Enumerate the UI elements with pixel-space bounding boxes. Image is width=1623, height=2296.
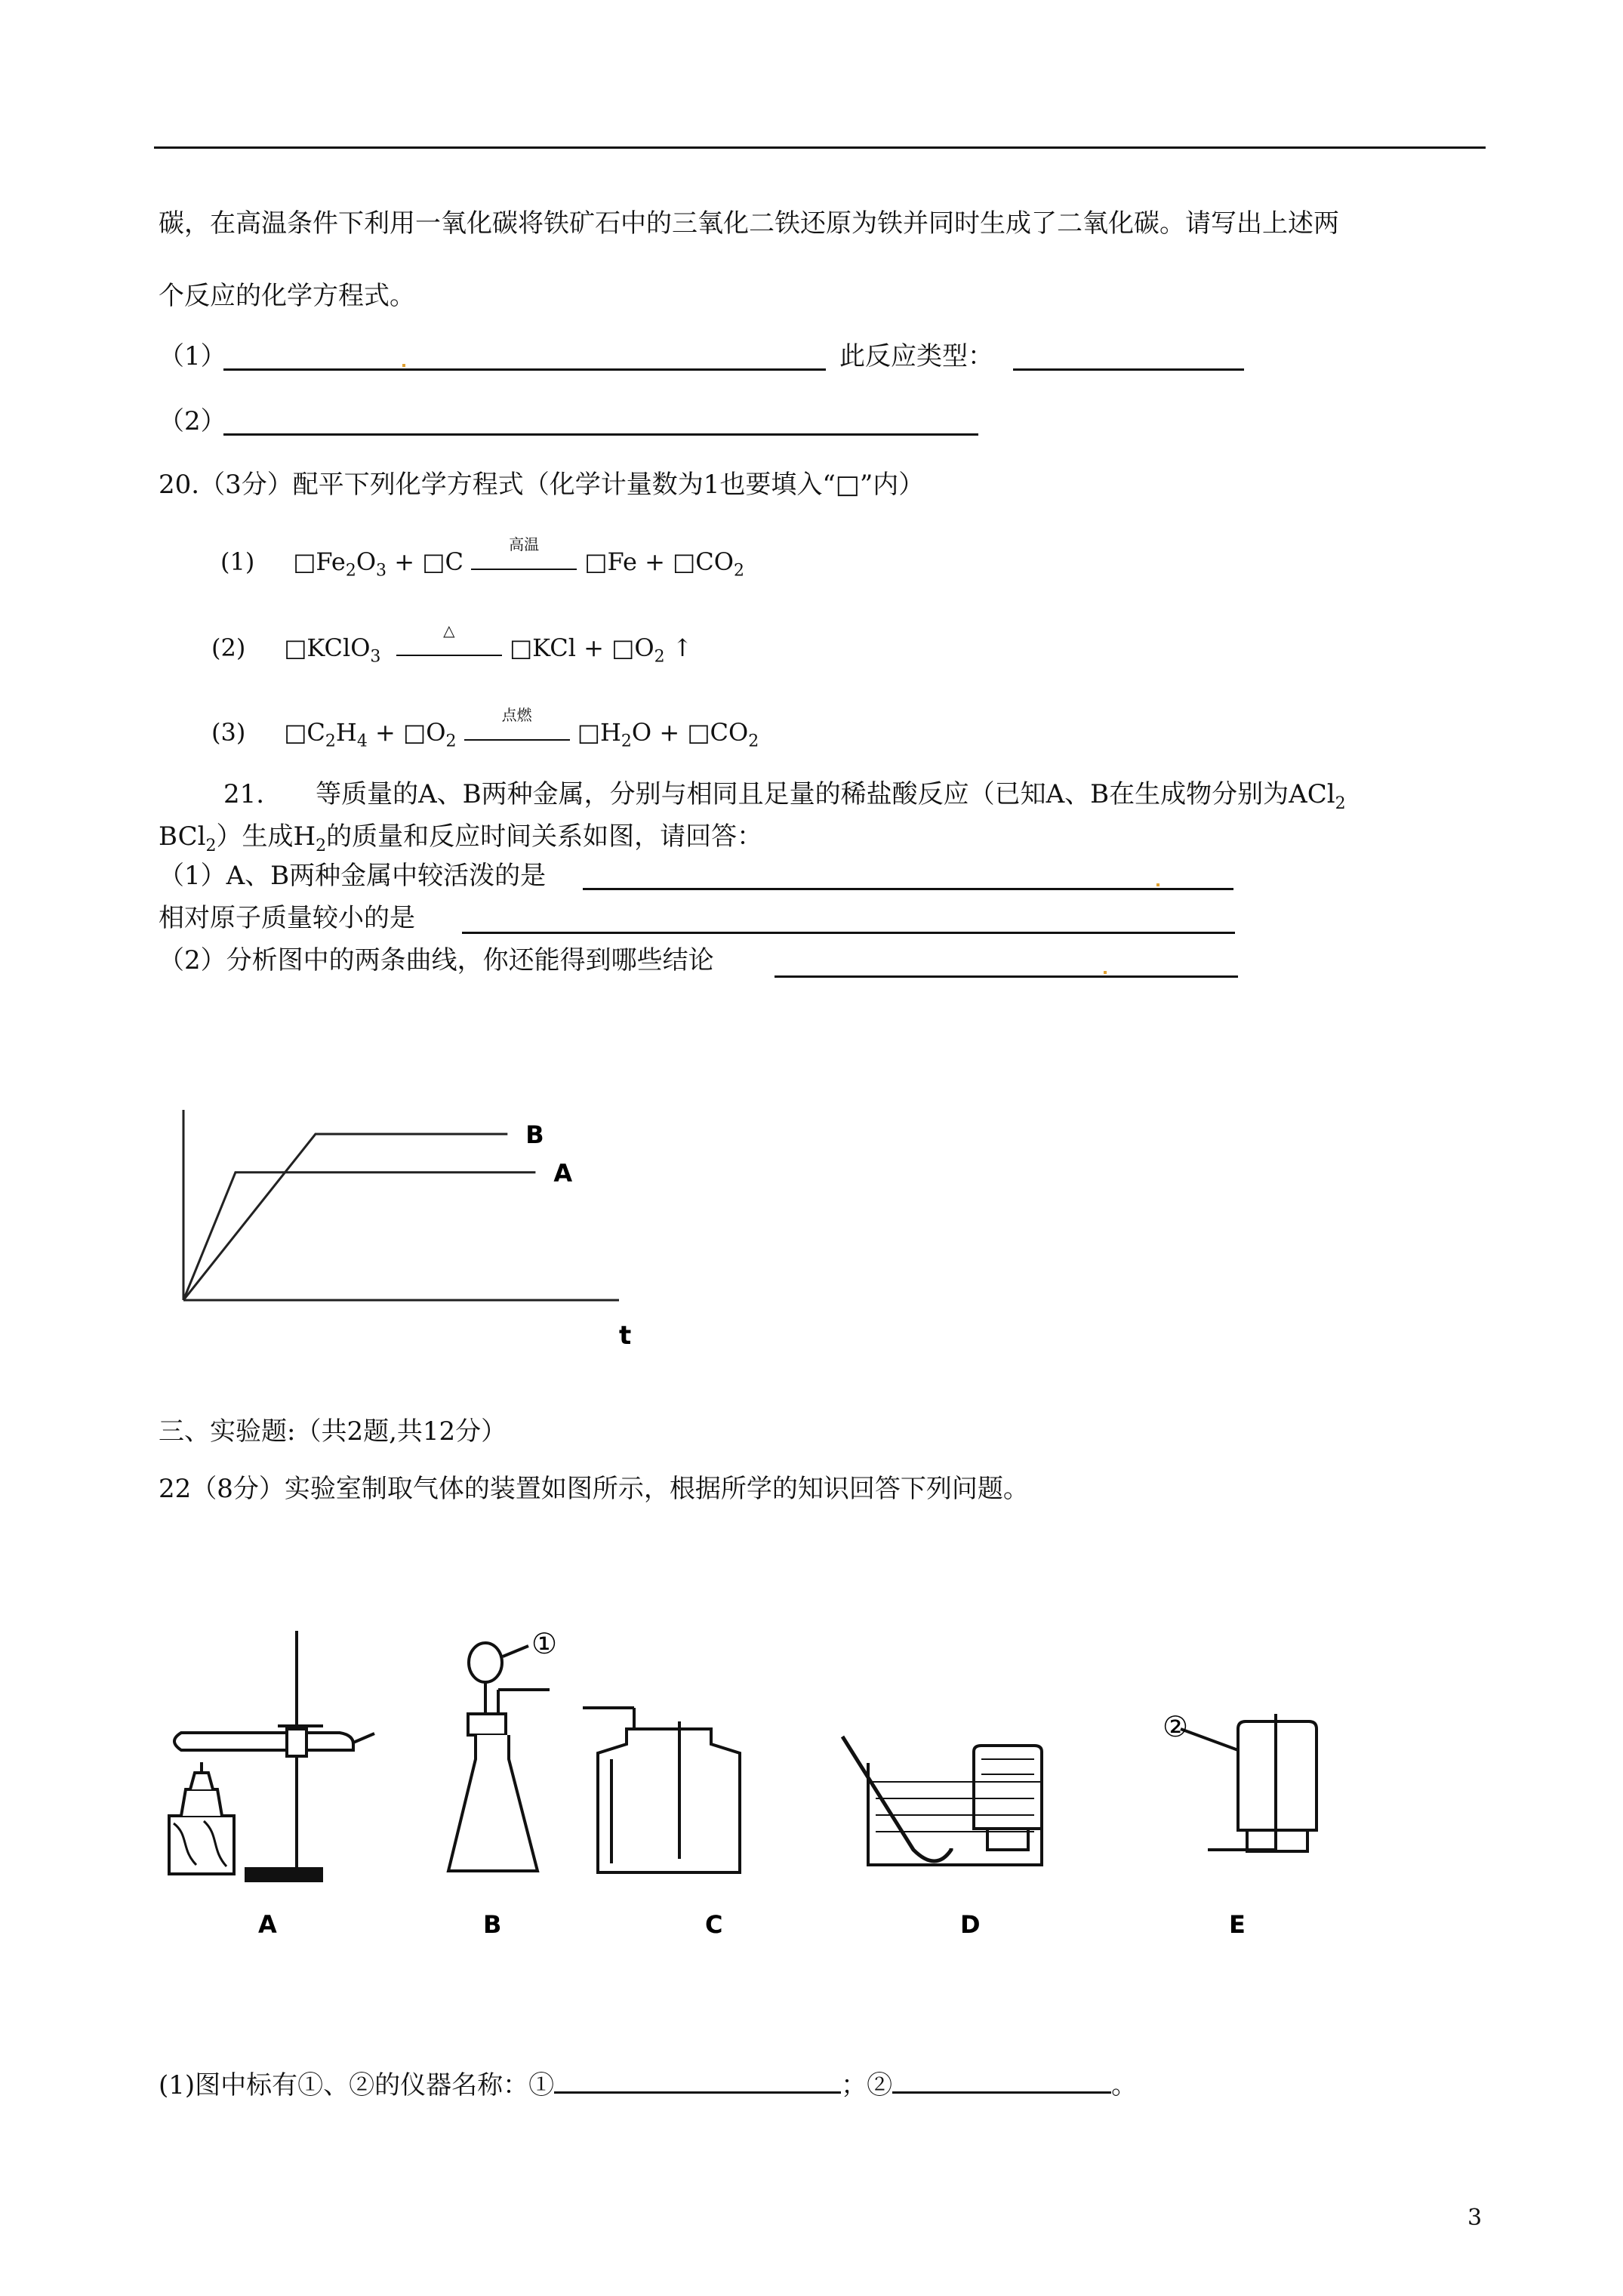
equation-3: (3) $□C_2H_4$ + $□O_2$ 点燃 $□H_2O$ + $□CO_2$: [211, 706, 759, 751]
q19-text-line1: 碳，在高温条件下利用一氧化碳将铁矿石中的三氧化二铁还原为铁并同时生成了二氧化碳。请写出上述两: [159, 208, 1339, 239]
q22-1-blank-1[interactable]: [554, 2069, 841, 2094]
q19-answer-2-label: （2）: [159, 406, 226, 436]
series-line-b: [183, 1134, 507, 1300]
stray-mark: [1104, 971, 1107, 974]
q19-answer-1-label: （1）: [159, 341, 226, 371]
stray-mark: [402, 364, 405, 367]
q21-line1: 21. 等质量的A、B两种金属，分别与相同且足量的稀盐酸反应（已知A、B在生成物分别为ACl$_2$: [223, 779, 1346, 813]
q19-answer-1-blank[interactable]: [223, 368, 826, 371]
equation-2: (2) □KClO$_3$ △ □KCl + $□O_2$ ↑: [211, 621, 693, 667]
series-line-a: [183, 1173, 535, 1300]
equation-1: (1) $□Fe_2O_3$ + □C 高温 □Fe + $□CO_2$: [220, 535, 744, 581]
page-number: 3: [1467, 2205, 1483, 2231]
apparatus-e: [1181, 1714, 1317, 1851]
q21-2-text: （2）分析图中的两条曲线，你还能得到哪些结论: [159, 945, 714, 975]
q21-1b-blank[interactable]: [462, 932, 1235, 934]
stray-mark: [1156, 883, 1160, 886]
q21-2-blank[interactable]: [775, 975, 1238, 978]
q20-title: 20.（3分）配平下列化学方程式（化学计量数为1也要填入“□”内）: [159, 470, 925, 500]
q21-1-blank[interactable]: [583, 888, 1233, 890]
apparatus-c: [583, 1708, 740, 1872]
apparatus-figure: [151, 1623, 1329, 1955]
q19-reaction-type-label: 此反应类型：: [839, 341, 993, 371]
apparatus-d: [842, 1737, 1042, 1865]
apparatus-label-b: B: [483, 1910, 502, 1939]
q19-text-line2: 个反应的化学方程式。: [159, 281, 415, 311]
q19-reaction-type-blank[interactable]: [1013, 368, 1244, 371]
hydrogen-mass-time-chart: [151, 1087, 664, 1367]
apparatus-label-a: A: [258, 1910, 277, 1939]
apparatus-label-e: E: [1229, 1910, 1246, 1939]
section-3-heading: 三、实验题:（共2题,共12分）: [159, 1416, 507, 1447]
apparatus-b: [448, 1643, 550, 1871]
q21-line2: BCl$_2$）生成$H_2$的质量和反应时间关系如图，请回答：: [159, 821, 763, 855]
reaction-condition: 高温: [471, 553, 577, 570]
marker-1: ①: [531, 1627, 558, 1660]
reaction-condition: △: [396, 639, 502, 656]
reaction-condition: 点燃: [464, 724, 570, 741]
q21-1b-text: 相对原子质量较小的是: [159, 903, 415, 933]
apparatus-a: [169, 1631, 374, 1881]
apparatus-label-d: D: [960, 1910, 981, 1939]
marker-2: ②: [1163, 1710, 1189, 1743]
q19-answer-2-blank[interactable]: [223, 433, 978, 436]
series-label-b: B: [525, 1120, 544, 1150]
apparatus-label-c: C: [705, 1910, 723, 1939]
series-label-a: A: [553, 1158, 573, 1188]
q21-1-text: （1）A、B两种金属中较活泼的是: [159, 861, 547, 891]
x-axis-label: t: [619, 1321, 632, 1351]
q22-text: 22（8分）实验室制取气体的装置如图所示，根据所学的知识回答下列问题。: [159, 1474, 1029, 1504]
q22-1-text: (1)图中标有①、②的仪器名称：① ；② 。: [159, 2070, 1138, 2100]
q22-1-blank-2[interactable]: [892, 2069, 1111, 2094]
header-rule: [154, 146, 1486, 149]
